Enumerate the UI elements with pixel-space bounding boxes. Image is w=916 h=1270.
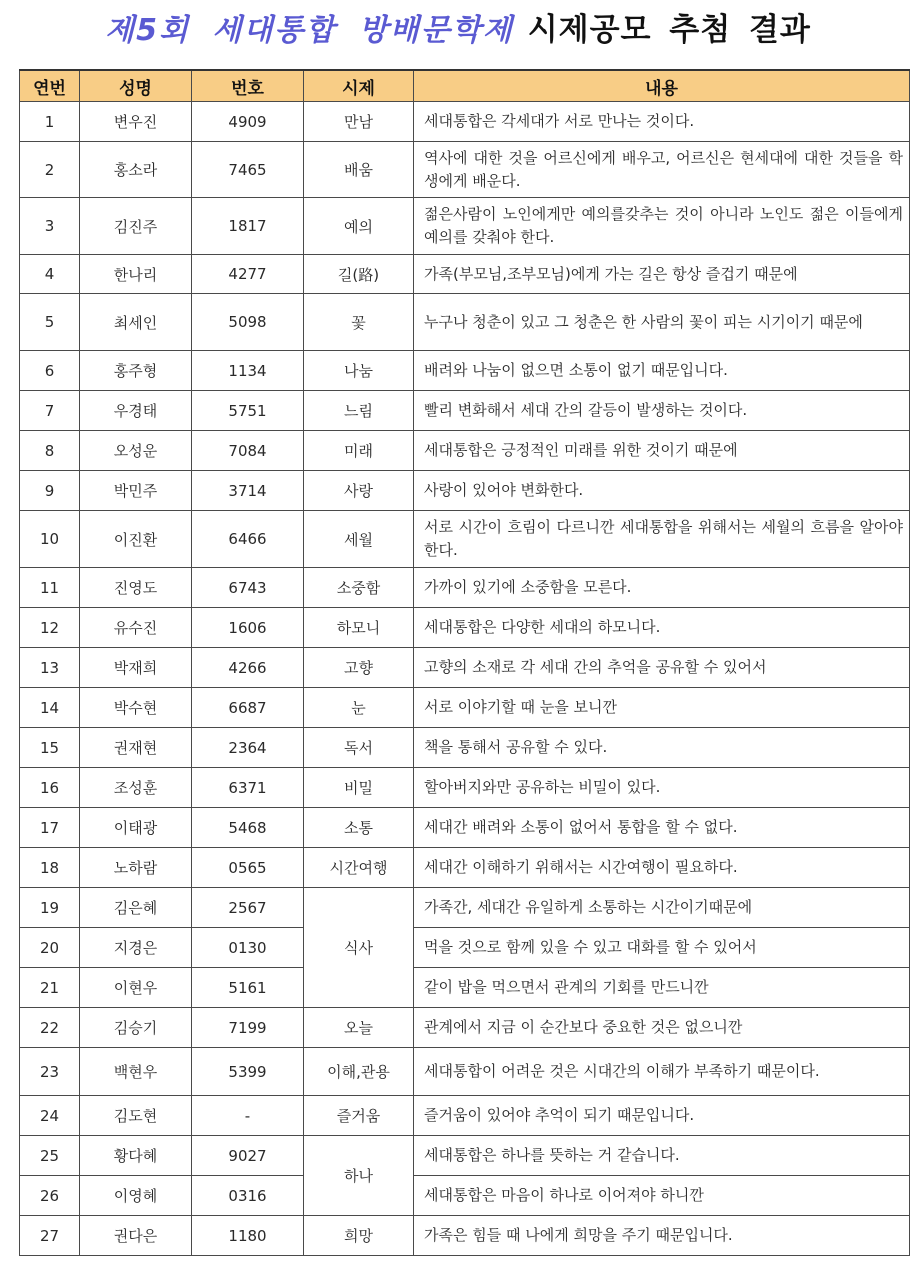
cell-content: 가족(부모님,조부모님)에게 가는 길은 항상 즐겁기 때문에 (414, 255, 910, 294)
cell-content: 누구나 청춘이 있고 그 청춘은 한 사람의 꽃이 피는 시기이기 때문에 (414, 294, 910, 351)
cell-no: 20 (20, 928, 80, 968)
table-row (20, 1136, 910, 1176)
cell-name: 오성운 (80, 431, 192, 471)
cell-content: 배려와 나눔이 없으면 소통이 없기 때문입니다. (414, 351, 910, 391)
cell-no: 26 (20, 1176, 80, 1216)
cell-name: 김은혜 (80, 888, 192, 928)
cell-content: 관계에서 지금 이 순간보다 중요한 것은 없으니깐 (414, 1008, 910, 1048)
cell-no: 10 (20, 511, 80, 568)
table-row (20, 568, 910, 608)
page-title (0, 4, 916, 56)
table-row (20, 471, 910, 511)
cell-number: 2567 (192, 888, 304, 928)
cell-name: 노하람 (80, 848, 192, 888)
cell-number: 1134 (192, 351, 304, 391)
cell-topic: 독서 (304, 728, 414, 768)
cell-no: 27 (20, 1216, 80, 1256)
cell-topic: 세월 (304, 511, 414, 568)
cell-content: 서로 시간이 흐림이 다르니깐 세대통합을 위해서는 세월의 흐름을 알아야 한다. (414, 511, 910, 568)
table-row (20, 1096, 910, 1136)
cell-number: 4909 (192, 102, 304, 142)
cell-content: 가족간, 세대간 유일하게 소통하는 시간이기때문에 (414, 888, 910, 928)
cell-number: 5161 (192, 968, 304, 1008)
table-body (20, 102, 910, 1256)
header-no: 연번 (20, 70, 80, 102)
cell-name: 황다혜 (80, 1136, 192, 1176)
cell-no: 13 (20, 648, 80, 688)
table-row (20, 1216, 910, 1256)
cell-number: 0130 (192, 928, 304, 968)
cell-name: 조성훈 (80, 768, 192, 808)
title-result-label: 시제공모 추첨 결과 (527, 12, 811, 48)
cell-content: 역사에 대한 것을 어르신에게 배우고, 어르신은 현세대에 대한 것들을 학생에게 배운다. (414, 142, 910, 198)
cell-number: 0565 (192, 848, 304, 888)
cell-topic: 나눔 (304, 351, 414, 391)
cell-no: 25 (20, 1136, 80, 1176)
cell-number: 4277 (192, 255, 304, 294)
cell-topic: 고향 (304, 648, 414, 688)
cell-no: 14 (20, 688, 80, 728)
cell-name: 박민주 (80, 471, 192, 511)
cell-no: 4 (20, 255, 80, 294)
table-row (20, 351, 910, 391)
cell-no: 9 (20, 471, 80, 511)
cell-topic: 이해,관용 (304, 1048, 414, 1096)
cell-content: 세대통합은 마음이 하나로 이어져야 하니깐 (414, 1176, 910, 1216)
header-number: 번호 (192, 70, 304, 102)
cell-topic: 꽃 (304, 294, 414, 351)
cell-name: 박재희 (80, 648, 192, 688)
cell-topic: 비밀 (304, 768, 414, 808)
cell-topic: 즐거움 (304, 1096, 414, 1136)
cell-number: 1180 (192, 1216, 304, 1256)
cell-no: 16 (20, 768, 80, 808)
cell-no: 3 (20, 198, 80, 255)
cell-topic: 느림 (304, 391, 414, 431)
cell-number: 6743 (192, 568, 304, 608)
cell-topic: 하모니 (304, 608, 414, 648)
table-row (20, 608, 910, 648)
header-topic: 시제 (304, 70, 414, 102)
table-row (20, 688, 910, 728)
cell-no: 19 (20, 888, 80, 928)
cell-content: 세대통합은 긍정적인 미래를 위한 것이기 때문에 (414, 431, 910, 471)
cell-number: 1817 (192, 198, 304, 255)
cell-content: 세대통합은 다양한 세대의 하모니다. (414, 608, 910, 648)
cell-name: 백현우 (80, 1048, 192, 1096)
cell-name: 최세인 (80, 294, 192, 351)
cell-content: 세대통합은 하나를 뜻하는 거 같습니다. (414, 1136, 910, 1176)
cell-content: 사랑이 있어야 변화한다. (414, 471, 910, 511)
cell-number: 1606 (192, 608, 304, 648)
cell-no: 1 (20, 102, 80, 142)
results-table (19, 69, 910, 1256)
table-row (20, 888, 910, 928)
cell-number: 6466 (192, 511, 304, 568)
cell-name: 지경은 (80, 928, 192, 968)
cell-no: 11 (20, 568, 80, 608)
cell-topic: 소중함 (304, 568, 414, 608)
cell-number: 5751 (192, 391, 304, 431)
cell-no: 22 (20, 1008, 80, 1048)
cell-topic: 배움 (304, 142, 414, 198)
cell-content: 같이 밥을 먹으면서 관계의 기회를 만드니깐 (414, 968, 910, 1008)
cell-topic: 미래 (304, 431, 414, 471)
table-row (20, 808, 910, 848)
table-header-row (20, 70, 910, 102)
cell-topic: 예의 (304, 198, 414, 255)
cell-topic: 시간여행 (304, 848, 414, 888)
cell-no: 6 (20, 351, 80, 391)
cell-number: 4266 (192, 648, 304, 688)
table-row (20, 294, 910, 351)
cell-content: 고향의 소재로 각 세대 간의 추억을 공유할 수 있어서 (414, 648, 910, 688)
cell-number: 7465 (192, 142, 304, 198)
cell-name: 박수현 (80, 688, 192, 728)
cell-no: 23 (20, 1048, 80, 1096)
table-row (20, 142, 910, 198)
table-row (20, 928, 910, 968)
cell-no: 2 (20, 142, 80, 198)
table-row (20, 968, 910, 1008)
cell-topic: 식사 (304, 888, 414, 1008)
cell-name: 이현우 (80, 968, 192, 1008)
cell-name: 김승기 (80, 1008, 192, 1048)
cell-no: 8 (20, 431, 80, 471)
cell-name: 홍소라 (80, 142, 192, 198)
cell-name: 이영혜 (80, 1176, 192, 1216)
cell-number: 6687 (192, 688, 304, 728)
cell-number: 5399 (192, 1048, 304, 1096)
cell-number: 3714 (192, 471, 304, 511)
cell-topic: 희망 (304, 1216, 414, 1256)
cell-number: 9027 (192, 1136, 304, 1176)
cell-number: 6371 (192, 768, 304, 808)
table-row (20, 1008, 910, 1048)
cell-content: 세대간 이해하기 위해서는 시간여행이 필요하다. (414, 848, 910, 888)
cell-no: 21 (20, 968, 80, 1008)
table-row (20, 391, 910, 431)
cell-content: 서로 이야기할 때 눈을 보니깐 (414, 688, 910, 728)
cell-number: 5098 (192, 294, 304, 351)
cell-name: 진영도 (80, 568, 192, 608)
cell-no: 5 (20, 294, 80, 351)
cell-number: 0316 (192, 1176, 304, 1216)
cell-name: 김진주 (80, 198, 192, 255)
cell-content: 세대간 배려와 소통이 없어서 통합을 할 수 없다. (414, 808, 910, 848)
cell-content: 책을 통해서 공유할 수 있다. (414, 728, 910, 768)
cell-number: 2364 (192, 728, 304, 768)
cell-topic: 눈 (304, 688, 414, 728)
table-row (20, 1176, 910, 1216)
cell-name: 김도현 (80, 1096, 192, 1136)
cell-name: 홍주형 (80, 351, 192, 391)
cell-no: 24 (20, 1096, 80, 1136)
table-row (20, 1048, 910, 1096)
cell-no: 18 (20, 848, 80, 888)
table-row (20, 648, 910, 688)
cell-number: 5468 (192, 808, 304, 848)
cell-content: 젊은사람이 노인에게만 예의를갖추는 것이 아니라 노인도 젊은 이들에게 예의를 갖춰야 한다. (414, 198, 910, 255)
cell-no: 7 (20, 391, 80, 431)
cell-topic: 사랑 (304, 471, 414, 511)
cell-no: 15 (20, 728, 80, 768)
cell-content: 즐거움이 있어야 추억이 되기 때문입니다. (414, 1096, 910, 1136)
cell-name: 권다은 (80, 1216, 192, 1256)
table-row (20, 848, 910, 888)
cell-number: 7084 (192, 431, 304, 471)
table-row (20, 728, 910, 768)
cell-content: 빨리 변화해서 세대 간의 갈등이 발생하는 것이다. (414, 391, 910, 431)
table-row (20, 102, 910, 142)
cell-content: 가족은 힘들 때 나에게 희망을 주기 때문입니다. (414, 1216, 910, 1256)
cell-name: 권재현 (80, 728, 192, 768)
table-row (20, 431, 910, 471)
cell-number: 7199 (192, 1008, 304, 1048)
table-row (20, 511, 910, 568)
cell-name: 변우진 (80, 102, 192, 142)
cell-no: 17 (20, 808, 80, 848)
cell-topic: 소통 (304, 808, 414, 848)
cell-topic: 하나 (304, 1136, 414, 1216)
cell-content: 할아버지와만 공유하는 비밀이 있다. (414, 768, 910, 808)
cell-name: 한나리 (80, 255, 192, 294)
cell-number: - (192, 1096, 304, 1136)
cell-content: 먹을 것으로 함께 있을 수 있고 대화를 할 수 있어서 (414, 928, 910, 968)
table-row (20, 255, 910, 294)
cell-content: 세대통합은 각세대가 서로 만나는 것이다. (414, 102, 910, 142)
cell-content: 가까이 있기에 소중함을 모른다. (414, 568, 910, 608)
cell-topic: 오늘 (304, 1008, 414, 1048)
cell-name: 이진환 (80, 511, 192, 568)
cell-name: 이태광 (80, 808, 192, 848)
cell-topic: 길(路) (304, 255, 414, 294)
table-row (20, 768, 910, 808)
cell-topic: 만남 (304, 102, 414, 142)
header-name: 성명 (80, 70, 192, 102)
table-row (20, 198, 910, 255)
cell-name: 우경태 (80, 391, 192, 431)
cell-content: 세대통합이 어려운 것은 시대간의 이해가 부족하기 때문이다. (414, 1048, 910, 1096)
cell-name: 유수진 (80, 608, 192, 648)
cell-no: 12 (20, 608, 80, 648)
title-event-name: 제5회 세대통합 방배문학제 (105, 13, 514, 48)
header-content: 내용 (414, 70, 910, 102)
